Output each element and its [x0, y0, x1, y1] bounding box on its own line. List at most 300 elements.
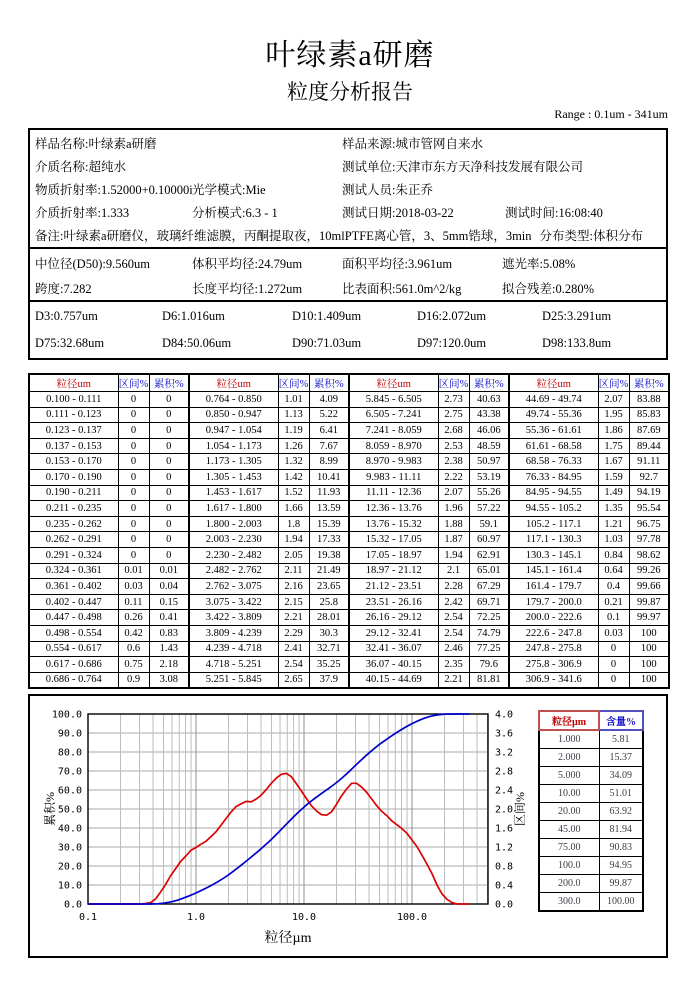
left-axis-tick: 60.0	[57, 785, 82, 797]
interval-cell: 1.66	[278, 501, 309, 517]
size-range-cell: 0.153 - 0.170	[29, 454, 118, 470]
interval-cell: 0.75	[118, 657, 149, 673]
size-range-cell: 200.0 - 222.6	[509, 610, 598, 626]
distribution-row	[29, 594, 669, 610]
size-range-cell: 3.075 - 3.422	[189, 594, 278, 610]
cumulative-cell: 37.9	[309, 672, 349, 688]
cumulative-cell: 77.25	[469, 641, 509, 657]
size-range-cell: 0.111 - 0.123	[29, 407, 118, 423]
info-field: 测试时间:16:08:40	[505, 205, 603, 220]
info-field: 测试单位:天津市东方天净科技发展有限公司	[342, 159, 583, 174]
interval-cell: 1.87	[438, 532, 469, 548]
cumulative-cell: 46.06	[469, 423, 509, 439]
key-content-cell: 5.81	[599, 730, 643, 749]
size-range-cell: 36.07 - 40.15	[349, 657, 438, 673]
key-size-cell: 200.0	[539, 875, 599, 893]
size-range-cell: 8.970 - 9.983	[349, 454, 438, 470]
col-header-cumulative: 累积%	[469, 374, 509, 392]
x-axis-tick: 0.1	[78, 912, 98, 923]
cumulative-cell: 95.54	[629, 501, 669, 517]
interval-cell: 1.94	[438, 547, 469, 563]
size-range-cell: 1.054 - 1.173	[189, 438, 278, 454]
distribution-row	[29, 392, 669, 408]
interval-cell: 0.03	[598, 625, 629, 641]
interval-cell: 0.21	[598, 594, 629, 610]
key-sizes-row	[539, 803, 643, 821]
key-size-cell: 45.00	[539, 821, 599, 839]
size-range-cell: 3.809 - 4.239	[189, 625, 278, 641]
summary-stats-box	[28, 247, 668, 302]
interval-cell: 2.54	[438, 625, 469, 641]
size-range-cell: 68.58 - 76.33	[509, 454, 598, 470]
interval-cell: 0.4	[598, 579, 629, 595]
right-axis-tick: 3.2	[495, 747, 514, 759]
cumulative-cell: 0	[149, 516, 189, 532]
interval-cell: 2.41	[278, 641, 309, 657]
interval-cell: 0	[118, 485, 149, 501]
info-field: 分析模式:6.3 - 1	[192, 205, 278, 220]
cumulative-cell: 89.44	[629, 438, 669, 454]
size-range-cell: 0.291 - 0.324	[29, 547, 118, 563]
size-range-cell: 11.11 - 12.36	[349, 485, 438, 501]
right-axis-tick: 1.2	[495, 842, 514, 854]
size-range-cell: 247.8 - 275.8	[509, 641, 598, 657]
key-content-cell: 99.87	[599, 875, 643, 893]
interval-cell: 1.75	[598, 438, 629, 454]
size-range-cell: 0.554 - 0.617	[29, 641, 118, 657]
cumulative-cell: 69.71	[469, 594, 509, 610]
interval-cell: 0	[118, 438, 149, 454]
interval-cell: 1.35	[598, 501, 629, 517]
key-content-header: 含量%	[599, 711, 643, 730]
cumulative-cell: 5.22	[309, 407, 349, 423]
key-size-cell: 75.00	[539, 839, 599, 857]
size-range-cell: 55.36 - 61.61	[509, 423, 598, 439]
size-range-cell: 0.123 - 0.137	[29, 423, 118, 439]
key-sizes-row	[539, 767, 643, 785]
cumulative-cell: 7.67	[309, 438, 349, 454]
key-sizes-row	[539, 857, 643, 875]
info-row	[35, 200, 666, 223]
cumulative-cell: 57.22	[469, 501, 509, 517]
stats-field: 跨度:7.282	[35, 281, 92, 296]
dvalue-field: D84:50.06um	[162, 336, 232, 350]
interval-cell: 2.35	[438, 657, 469, 673]
left-axis-tick: 90.0	[57, 728, 82, 740]
interval-cell: 2.54	[438, 610, 469, 626]
cumulative-cell: 81.81	[469, 672, 509, 688]
size-range-cell: 7.241 - 8.059	[349, 423, 438, 439]
interval-cell: 1.86	[598, 423, 629, 439]
interval-cell: 2.46	[438, 641, 469, 657]
info-row	[35, 131, 666, 154]
stats-field: 面积平均径:3.961um	[342, 256, 453, 271]
interval-cell: 0.03	[118, 579, 149, 595]
info-field: 介质折射率:1.333	[35, 205, 130, 220]
interval-cell: 2.21	[278, 610, 309, 626]
cumulative-cell: 1.43	[149, 641, 189, 657]
interval-cell: 1.95	[598, 407, 629, 423]
size-range-cell: 1.453 - 1.617	[189, 485, 278, 501]
cumulative-cell: 19.38	[309, 547, 349, 563]
interval-cell: 2.11	[278, 563, 309, 579]
x-axis-tick: 100.0	[396, 912, 428, 923]
interval-cell: 1.03	[598, 532, 629, 548]
dvalue-field: D90:71.03um	[292, 336, 362, 350]
cumulative-cell: 99.87	[629, 594, 669, 610]
cumulative-cell: 99.66	[629, 579, 669, 595]
distribution-row	[29, 407, 669, 423]
info-field: 光学模式:Mie	[192, 182, 266, 197]
size-range-cell: 5.845 - 6.505	[349, 392, 438, 408]
distribution-table	[28, 373, 670, 689]
size-range-cell: 61.61 - 68.58	[509, 438, 598, 454]
size-range-cell: 23.51 - 26.16	[349, 594, 438, 610]
interval-cell: 0.11	[118, 594, 149, 610]
interval-cell: 1.42	[278, 469, 309, 485]
interval-cell: 1.8	[278, 516, 309, 532]
interval-cell: 0	[118, 454, 149, 470]
size-range-cell: 3.422 - 3.809	[189, 610, 278, 626]
cumulative-cell: 8.99	[309, 454, 349, 470]
right-axis-tick: 4.0	[495, 709, 514, 721]
size-range-cell: 13.76 - 15.32	[349, 516, 438, 532]
key-sizes-row	[539, 730, 643, 749]
cumulative-cell: 0	[149, 392, 189, 408]
size-range-cell: 222.6 - 247.8	[509, 625, 598, 641]
size-range-cell: 275.8 - 306.9	[509, 657, 598, 673]
cumulative-cell: 59.1	[469, 516, 509, 532]
cumulative-cell: 13.59	[309, 501, 349, 517]
dvalue-field: D97:120.0um	[417, 336, 487, 350]
cumulative-cell: 65.01	[469, 563, 509, 579]
left-axis-tick: 10.0	[57, 880, 82, 892]
stats-field: 遮光率:5.08%	[502, 256, 576, 271]
distribution-row	[29, 641, 669, 657]
interval-cell: 0	[118, 547, 149, 563]
cumulative-cell: 91.11	[629, 454, 669, 470]
info-field: 介质名称:超纯水	[35, 159, 126, 174]
size-range-cell: 306.9 - 341.6	[509, 672, 598, 688]
info-field: 测试人员:朱正乔	[342, 182, 433, 197]
distribution-row	[29, 485, 669, 501]
cumulative-cell: 48.59	[469, 438, 509, 454]
size-range-cell: 0.137 - 0.153	[29, 438, 118, 454]
size-range-cell: 2.762 - 3.075	[189, 579, 278, 595]
cumulative-cell: 0	[149, 485, 189, 501]
col-header-interval: 区间%	[598, 374, 629, 392]
interval-cell: 0	[598, 641, 629, 657]
col-header-interval: 区间%	[118, 374, 149, 392]
size-range-cell: 2.230 - 2.482	[189, 547, 278, 563]
key-content-cell: 51.01	[599, 785, 643, 803]
key-content-cell: 100.00	[599, 893, 643, 912]
cumulative-cell: 0	[149, 532, 189, 548]
left-axis-title: 累积%	[43, 792, 57, 826]
interval-cell: 0	[118, 501, 149, 517]
interval-cell: 1.26	[278, 438, 309, 454]
size-range-cell: 6.505 - 7.241	[349, 407, 438, 423]
stats-field: 长度平均径:1.272um	[192, 281, 303, 296]
size-range-cell: 0.617 - 0.686	[29, 657, 118, 673]
interval-cell: 2.54	[278, 657, 309, 673]
info-field: 样品名称:叶绿素a研磨	[35, 136, 157, 151]
size-range-cell: 130.3 - 145.1	[509, 547, 598, 563]
cumulative-cell: 100	[629, 657, 669, 673]
col-header-size: 粒径um	[509, 374, 598, 392]
cumulative-cell: 99.26	[629, 563, 669, 579]
key-size-cell: 2.000	[539, 749, 599, 767]
size-range-cell: 94.55 - 105.2	[509, 501, 598, 517]
size-range-cell: 5.251 - 5.845	[189, 672, 278, 688]
dvalue-row	[35, 303, 666, 330]
size-range-cell: 1.617 - 1.800	[189, 501, 278, 517]
distribution-row	[29, 438, 669, 454]
cumulative-cell: 30.3	[309, 625, 349, 641]
size-range-cell: 0.100 - 0.111	[29, 392, 118, 408]
info-field: 测试日期:2018-03-22	[342, 205, 454, 220]
distribution-row	[29, 672, 669, 688]
right-axis-tick: 0.0	[495, 899, 514, 911]
size-range-cell: 0.211 - 0.235	[29, 501, 118, 517]
interval-cell: 0.84	[598, 547, 629, 563]
cumulative-cell: 0	[149, 438, 189, 454]
interval-cell: 2.22	[438, 469, 469, 485]
distribution-row	[29, 563, 669, 579]
interval-cell: 0	[118, 392, 149, 408]
cumulative-cell: 100	[629, 672, 669, 688]
cumulative-cell: 100	[629, 641, 669, 657]
size-range-cell: 0.947 - 1.054	[189, 423, 278, 439]
interval-cell: 0	[118, 532, 149, 548]
distribution-row	[29, 454, 669, 470]
size-range-cell: 1.173 - 1.305	[189, 454, 278, 470]
interval-cell: 2.1	[438, 563, 469, 579]
size-range-cell: 1.305 - 1.453	[189, 469, 278, 485]
interval-cell: 0.26	[118, 610, 149, 626]
cumulative-cell: 79.6	[469, 657, 509, 673]
sample-info-box	[28, 128, 668, 249]
cumulative-cell: 92.7	[629, 469, 669, 485]
size-range-cell: 4.718 - 5.251	[189, 657, 278, 673]
cumulative-cell: 98.62	[629, 547, 669, 563]
col-header-interval: 区间%	[438, 374, 469, 392]
key-content-cell: 15.37	[599, 749, 643, 767]
key-size-header: 粒径µm	[539, 711, 599, 730]
col-header-size: 粒径um	[29, 374, 118, 392]
x-axis-tick: 10.0	[291, 912, 317, 923]
cumulative-cell: 0	[149, 469, 189, 485]
dvalue-field: D75:32.68um	[35, 336, 105, 350]
distribution-type-field: 分布类型:体积分布	[539, 229, 644, 243]
col-header-size: 粒径um	[349, 374, 438, 392]
key-content-cell: 81.94	[599, 821, 643, 839]
size-range-cell: 179.7 - 200.0	[509, 594, 598, 610]
cumulative-cell: 60.97	[469, 532, 509, 548]
cumulative-cell: 17.33	[309, 532, 349, 548]
cumulative-cell: 50.97	[469, 454, 509, 470]
size-range-cell: 0.262 - 0.291	[29, 532, 118, 548]
dvalue-field: D25:3.291um	[542, 309, 612, 323]
stats-field: 比表面积:561.0m^2/kg	[342, 281, 462, 296]
left-axis-tick: 30.0	[57, 842, 82, 854]
size-range-cell: 0.402 - 0.447	[29, 594, 118, 610]
size-range-cell: 0.686 - 0.764	[29, 672, 118, 688]
x-axis-tick: 1.0	[186, 912, 206, 923]
key-sizes-row	[539, 785, 643, 803]
distribution-row	[29, 423, 669, 439]
size-range-cell: 161.4 - 179.7	[509, 579, 598, 595]
size-range-cell: 1.800 - 2.003	[189, 516, 278, 532]
cumulative-cell: 6.41	[309, 423, 349, 439]
distribution-row	[29, 532, 669, 548]
stats-row	[35, 250, 666, 275]
interval-cell: 2.42	[438, 594, 469, 610]
size-range-cell: 32.41 - 36.07	[349, 641, 438, 657]
key-content-cell: 63.92	[599, 803, 643, 821]
right-axis-tick: 0.8	[495, 861, 514, 873]
left-axis-tick: 50.0	[57, 804, 82, 816]
cumulative-cell: 25.8	[309, 594, 349, 610]
info-row	[35, 177, 666, 200]
interval-cell: 1.59	[598, 469, 629, 485]
left-axis-tick: 100.0	[51, 709, 82, 721]
size-range-cell: 145.1 - 161.4	[509, 563, 598, 579]
col-header-cumulative: 累积%	[309, 374, 349, 392]
dvalue-field: D16:2.072um	[417, 309, 487, 323]
size-range-cell: 4.239 - 4.718	[189, 641, 278, 657]
size-range-cell: 0.361 - 0.402	[29, 579, 118, 595]
cumulative-cell: 74.79	[469, 625, 509, 641]
cumulative-cell: 55.26	[469, 485, 509, 501]
interval-cell: 2.73	[438, 392, 469, 408]
info-field: 样品来源:城市管网自来水	[342, 136, 483, 151]
interval-cell: 2.28	[438, 579, 469, 595]
interval-cell: 1.96	[438, 501, 469, 517]
cumulative-cell: 15.39	[309, 516, 349, 532]
dvalue-field: D6:1.016um	[162, 309, 225, 323]
interval-cell: 1.94	[278, 532, 309, 548]
key-sizes-row	[539, 875, 643, 893]
report-title: 叶绿素a研磨	[265, 39, 435, 72]
cumulative-cell: 67.29	[469, 579, 509, 595]
size-range-cell: 0.447 - 0.498	[29, 610, 118, 626]
size-range-cell: 15.32 - 17.05	[349, 532, 438, 548]
interval-cell: 0.9	[118, 672, 149, 688]
cumulative-cell: 28.01	[309, 610, 349, 626]
size-range-cell: 17.05 - 18.97	[349, 547, 438, 563]
interval-cell: 0	[598, 672, 629, 688]
dvalue-field: D3:0.757um	[35, 309, 98, 323]
size-range-cell: 26.16 - 29.12	[349, 610, 438, 626]
key-sizes-row	[539, 893, 643, 912]
size-range-cell: 0.235 - 0.262	[29, 516, 118, 532]
cumulative-cell: 0.83	[149, 625, 189, 641]
size-range-cell: 29.12 - 32.41	[349, 625, 438, 641]
right-axis-tick: 2.4	[495, 785, 514, 797]
interval-cell: 2.75	[438, 407, 469, 423]
size-range-cell: 21.12 - 23.51	[349, 579, 438, 595]
size-range-cell: 0.764 - 0.850	[189, 392, 278, 408]
interval-cell: 1.67	[598, 454, 629, 470]
cumulative-cell: 0	[149, 454, 189, 470]
key-content-cell: 34.09	[599, 767, 643, 785]
cumulative-cell: 83.88	[629, 392, 669, 408]
cumulative-cell: 72.25	[469, 610, 509, 626]
interval-cell: 0	[118, 516, 149, 532]
stats-field: 体积平均径:24.79um	[192, 256, 303, 271]
cumulative-cell: 96.75	[629, 516, 669, 532]
interval-cell: 2.53	[438, 438, 469, 454]
interval-cell: 1.49	[598, 485, 629, 501]
right-axis-tick: 0.4	[495, 880, 514, 892]
size-range-cell: 76.33 - 84.95	[509, 469, 598, 485]
size-range-cell: 40.15 - 44.69	[349, 672, 438, 688]
col-header-size: 粒径um	[189, 374, 278, 392]
size-range-cell: 0.190 - 0.211	[29, 485, 118, 501]
distribution-row	[29, 657, 669, 673]
cumulative-cell: 23.65	[309, 579, 349, 595]
interval-cell: 2.16	[278, 579, 309, 595]
col-header-cumulative: 累积%	[149, 374, 189, 392]
stats-row	[35, 275, 666, 300]
size-range-cell: 8.059 - 8.970	[349, 438, 438, 454]
key-sizes-row	[539, 749, 643, 767]
cumulative-cell: 3.08	[149, 672, 189, 688]
interval-cell: 1.19	[278, 423, 309, 439]
size-range-cell: 117.1 - 130.3	[509, 532, 598, 548]
interval-cell: 2.65	[278, 672, 309, 688]
interval-cell: 1.88	[438, 516, 469, 532]
interval-cell: 2.07	[598, 392, 629, 408]
chart-box	[28, 694, 668, 958]
key-size-cell: 10.00	[539, 785, 599, 803]
left-axis-tick: 0.0	[63, 899, 82, 911]
key-size-cell: 20.00	[539, 803, 599, 821]
cumulative-cell: 100	[629, 625, 669, 641]
key-sizes-row	[539, 839, 643, 857]
report-subtitle: 粒度分析报告	[287, 80, 413, 104]
interval-cell: 1.01	[278, 392, 309, 408]
key-content-cell: 94.95	[599, 857, 643, 875]
key-size-cell: 300.0	[539, 893, 599, 912]
interval-cell: 2.07	[438, 485, 469, 501]
interval-cell: 0	[118, 423, 149, 439]
interval-cell: 0	[598, 657, 629, 673]
interval-cell: 0	[118, 407, 149, 423]
interval-cell: 2.29	[278, 625, 309, 641]
key-content-cell: 90.83	[599, 839, 643, 857]
info-row	[35, 154, 666, 177]
distribution-row	[29, 516, 669, 532]
interval-cell: 0.64	[598, 563, 629, 579]
cumulative-cell: 40.63	[469, 392, 509, 408]
cumulative-cell: 0	[149, 501, 189, 517]
size-range-cell: 49.74 - 55.36	[509, 407, 598, 423]
left-axis-tick: 80.0	[57, 747, 82, 759]
interval-cell: 1.13	[278, 407, 309, 423]
interval-cell: 0	[118, 469, 149, 485]
cumulative-cell: 43.38	[469, 407, 509, 423]
cumulative-cell: 32.71	[309, 641, 349, 657]
cumulative-cell: 0.01	[149, 563, 189, 579]
interval-cell: 2.38	[438, 454, 469, 470]
distribution-row	[29, 579, 669, 595]
interval-cell: 1.52	[278, 485, 309, 501]
cumulative-cell: 0	[149, 423, 189, 439]
size-range-cell: 0.498 - 0.554	[29, 625, 118, 641]
left-axis-tick: 20.0	[57, 861, 82, 873]
